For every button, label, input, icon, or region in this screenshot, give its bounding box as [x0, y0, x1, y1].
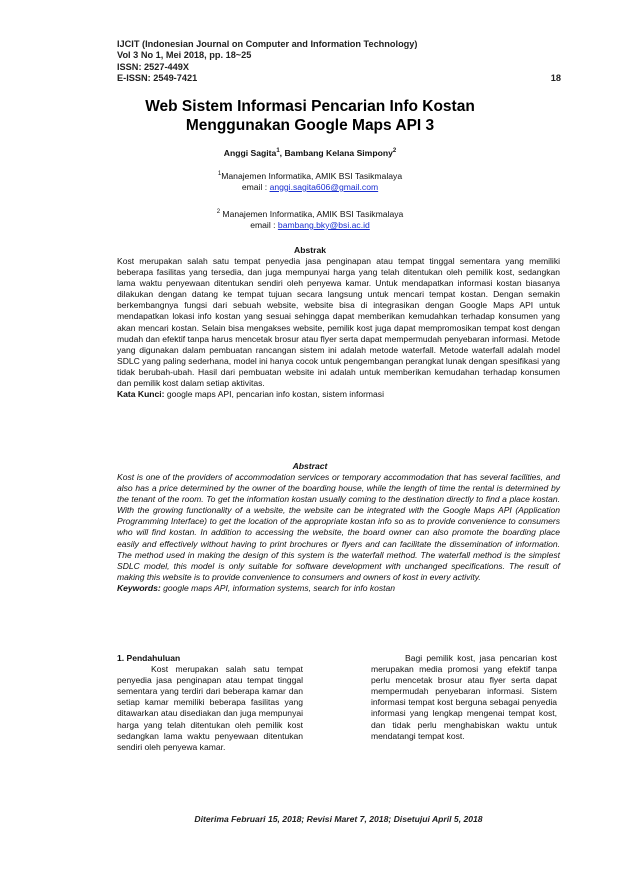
- affiliation-2-mark: 2: [216, 209, 221, 215]
- author-1: Anggi Sagita: [223, 148, 277, 158]
- abstrak-body: Kost merupakan salah satu tempat penyedia jasa penginapan atau tempat tinggal sementara yang memiliki beberapa fasilitas yang tersedia, dan juga mempunyai harga yang telah ditentukan oleh pemilik kost, sedangkan lama waktu penyewaan ditentukan sendiri oleh penyewa kamar. Untuk mendapatkan informasi kostan biasanya dilakukan dengan datang ke tempat tujuan secara langsung untuk mencari tempat kostan. Dengan semakin berkembangnya fungsi dari sebuah website, website bisa di integrasikan dengan Google Maps API untuk mendapatkan lokasi info kostan yang sesuai sehingga dapat memberikan kemudahkan terhadap konsumen yang akan mencari kostan. Selain bisa mengakses website, pemilik kost juga dapat mempromosikan tempat kost dengan mudah dan efektif tanpa harus mencetak brosur atau flyer serta dapat mempermudah penyebaran informasi. Metode yang digunakan dalam pembuatan rancangan sistem ini adalah metode waterfall. Metode waterfall adalah model SDLC yang paling sederhana, model ini hanya cocok untuk pengembangan perangkat lunak dengan spesifikasi yang tidak berubah-ubah. Hasil dari pembuatan website ini adalah untuk memberikan kemudahan terhadap konsumen dan pemilik kost dalam setiap aktivitas.: [117, 256, 560, 389]
- author-2-affil-mark: 2: [392, 148, 397, 155]
- page-number: 18: [550, 72, 561, 83]
- abstrak-heading: Abstrak: [294, 245, 326, 255]
- body-right-column: [371, 653, 557, 742]
- affiliation-1-email-label: email :: [241, 181, 270, 192]
- paper-title-line-2: Menggunakan Google Maps API 3: [185, 116, 435, 134]
- journal-volume: Vol 3 No 1, Mei 2018, pp. 18~25: [117, 50, 252, 61]
- author-list: [100, 148, 520, 158]
- abstrak-keywords-text: google maps API, pencarian info kostan, sistem informasi: [164, 389, 384, 400]
- abstrak-section: [117, 256, 560, 400]
- journal-eissn: E-ISSN: 2549-7421: [117, 72, 198, 83]
- right-column-paragraph: Bagi pemilik kost, jasa pencarian kost merupakan media promosi yang efektif tanpa perlu mencetak brosur atau flyer serta dapat mempermudah penyebaran informasi. Sistem informasi tempat kost berguna sebagai penyedia informasi yang lengkap mengenai tempat kost, dan tidak perlu menghabiskan waktu untuk mendatangi tempat kost.: [371, 653, 557, 741]
- body-left-column: [117, 653, 303, 753]
- affiliation-1: [100, 169, 520, 193]
- affiliation-1-institution: Manajemen Informatika, AMIK BSI Tasikmalaya: [221, 170, 403, 181]
- journal-name: IJCIT (Indonesian Journal on Computer and Information Technology): [117, 39, 418, 49]
- abstract-keywords: [117, 583, 560, 594]
- affiliation-1-email-link[interactable]: anggi.sagita606@gmail.com: [269, 181, 379, 192]
- abstrak-keywords: [117, 389, 560, 400]
- affiliation-2-email-label: email :: [250, 219, 278, 230]
- abstract-keywords-label: Keywords:: [117, 582, 161, 593]
- affiliation-2-institution: Manajemen Informatika, AMIK BSI Tasikmalaya: [220, 208, 404, 219]
- author-separator: ,: [279, 148, 285, 158]
- paper-title: [100, 98, 520, 135]
- abstract-keywords-text: google maps API, information systems, search for info kostan: [160, 582, 396, 593]
- journal-issn: ISSN: 2527-449X: [117, 61, 190, 72]
- affiliation-2: [100, 207, 520, 231]
- section-heading-pendahuluan: 1. Pendahuluan: [117, 653, 181, 663]
- abstract-section: [117, 472, 560, 594]
- submission-dates-footer: Diterima Februari 15, 2018; Revisi Maret 7, 2018; Disetujui April 5, 2018: [194, 814, 483, 824]
- abstract-body: Kost is one of the providers of accommodation services or temporary accommodation that has several facilities, and also has a price determined by the owner of the boarding house, while the length of time the rental is determined by the tenant of the room. To get the information kostan usually coming to the destination directly to find a place kostan. With the growing functionality of a website, the website can be integrated with the Google Maps API (Application Programming Interface) to get the location of the appropriate kostan info so as to provide convenience to consumers who will find kostan. In addition to accessing the website, the board owner can also promote the boarding place easily and effectively without having to print brochures or flyers and can facilitate the dissemination of information. The method used in making the design of this system is the waterfall method. The waterfall method is the simplest SDLC model, this model is only suitable for software development with unchanged specifications. The result of making this website is to provide convenience to consumers and owners of kost in every activity.: [117, 472, 560, 582]
- author-1-affil-mark: 1: [276, 148, 280, 155]
- affiliation-2-email-link[interactable]: bambang.bky@bsi.ac.id: [277, 219, 370, 230]
- paper-title-line-1: Web Sistem Informasi Pencarian Info Kostan: [145, 98, 475, 115]
- affiliation-1-mark: 1: [217, 171, 222, 177]
- journal-header: [117, 39, 561, 84]
- abstrak-keywords-label: Kata Kunci:: [117, 389, 165, 400]
- left-column-paragraph: Kost merupakan salah satu tempat penyedia jasa penginapan atau tempat tinggal sementara yang terdiri dari beberapa kamar dan setiap kamar memiliki beberapa fasilitas yang ditawarkan atau disediakan dan juga mempunyai harga yang telah ditentukan oleh pemilik kost sedangkan lama waktu penyewaan ditentukan sendiri oleh penyewa kamar.: [117, 664, 303, 752]
- abstract-heading: Abstract: [292, 461, 328, 471]
- author-2: Bambang Kelana Simpony: [284, 148, 393, 158]
